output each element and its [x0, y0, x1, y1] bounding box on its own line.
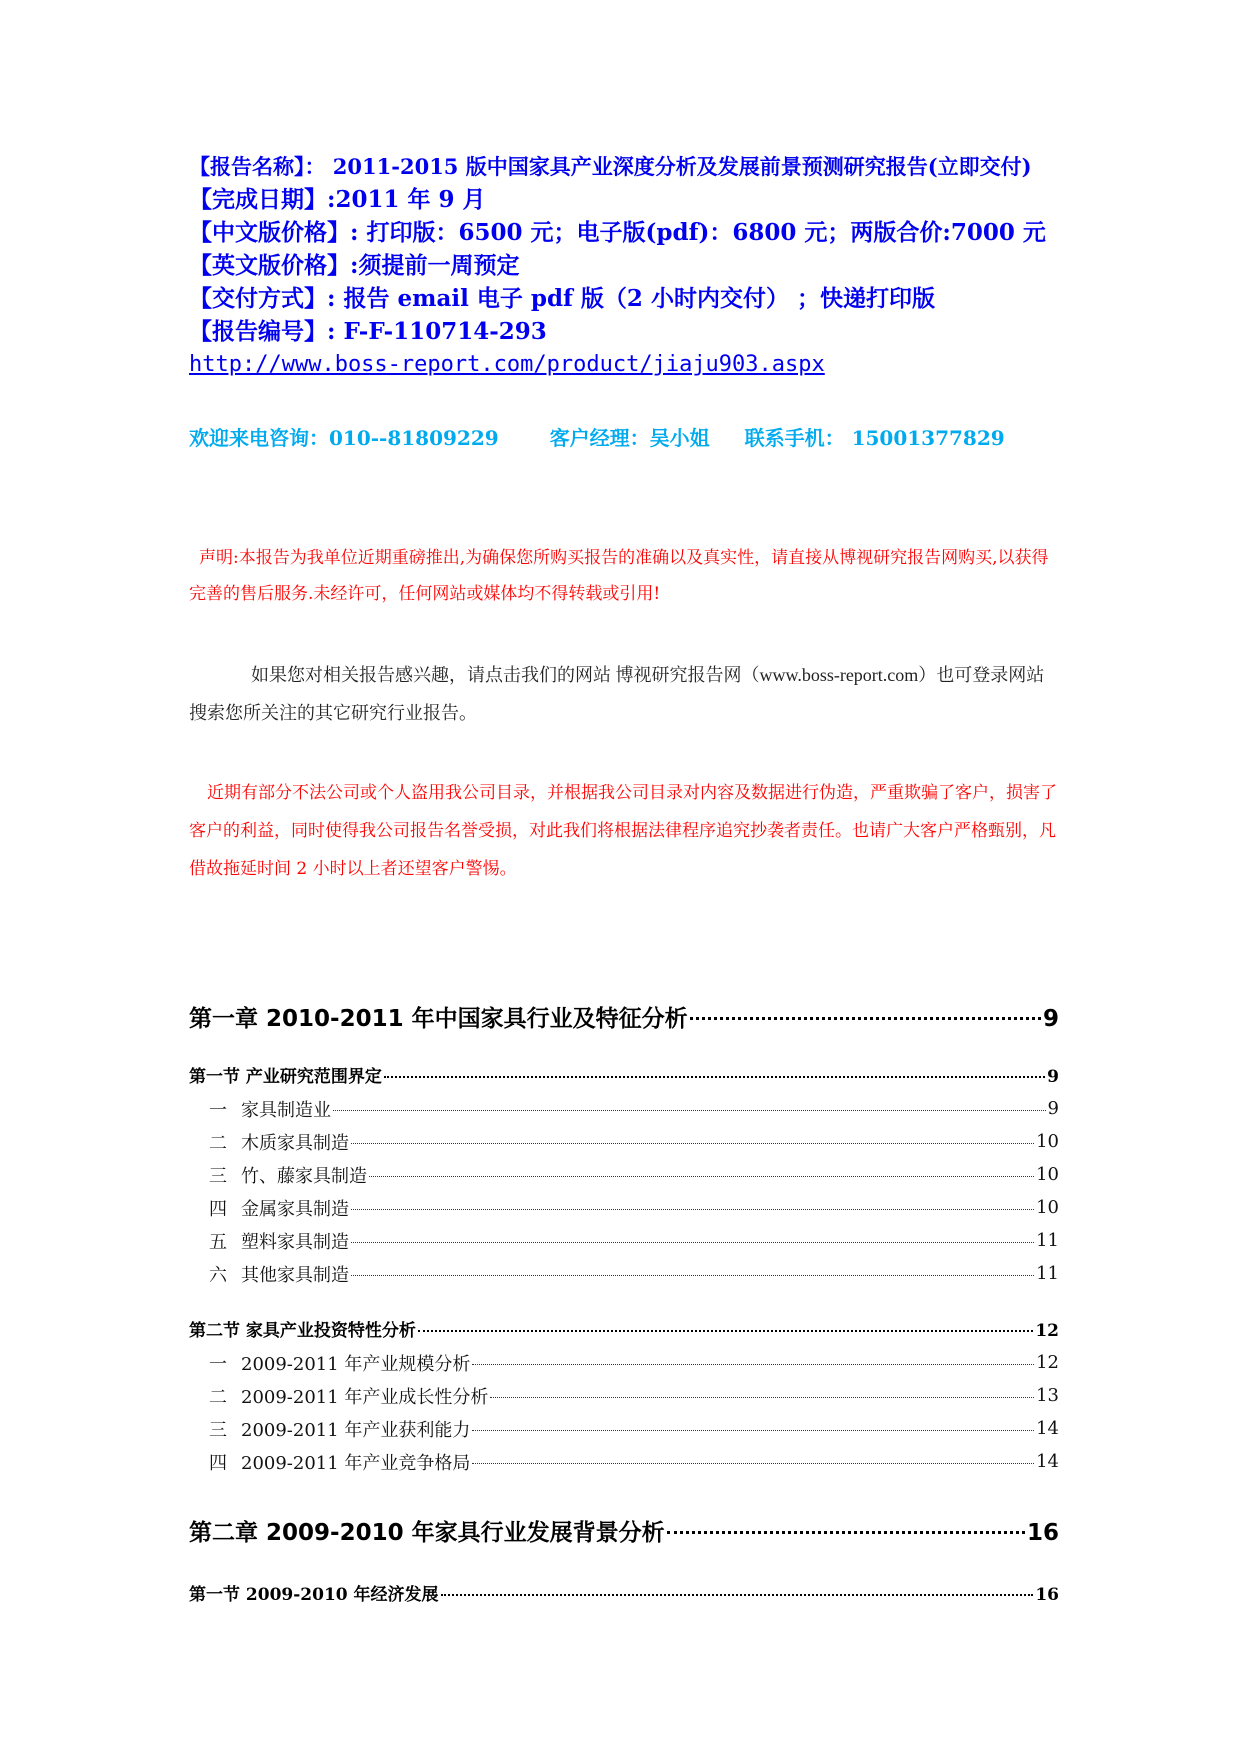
toc-item-number: 三 [209, 1419, 227, 1441]
toc-section-1-1-items [189, 1092, 1059, 1290]
toc-item-number: 六 [209, 1264, 227, 1286]
toc-leader-dots [667, 1531, 1025, 1534]
toc-section-1-1[interactable] [189, 1062, 1059, 1087]
toc-item[interactable] [189, 1412, 1059, 1445]
toc-chapter-1[interactable] [189, 1000, 1059, 1033]
toc-item-number: 二 [209, 1132, 227, 1154]
completion-date: 【完成日期】:2011 年 9 月 [189, 186, 486, 213]
toc-item-label: 其他家具制造 [241, 1264, 349, 1286]
toc-item-number: 二 [209, 1386, 227, 1408]
contact-manager: 客户经理：吴小姐 [549, 426, 710, 450]
toc-leader-dots [490, 1397, 1034, 1398]
toc-section-1-2-items [189, 1346, 1059, 1478]
toc-chapter-label: 第一章 2010-2011 年中国家具行业及特征分析 [189, 1006, 688, 1032]
toc-item-number: 四 [209, 1198, 227, 1220]
fraud-warning-paragraph: 近期有部分不法公司或个人盗用我公司目录，并根据我公司目录对内容及数据进行伪造，严重欺骗了客户，损害了客户的利益，同时使得我公司报告名誉受损，对此我们将根据法律程序追究抄袭者责任。也请广大客户严格甄别，凡借故拖延时间 2 小时以上者还望客户警惕。 [189, 783, 1057, 879]
toc-page-number: 11 [1036, 1263, 1059, 1284]
toc-page-number: 10 [1036, 1197, 1059, 1218]
toc-leader-dots [384, 1076, 1045, 1078]
website-notice-paragraph: 如果您对相关报告感兴趣，请点击我们的网站 博视研究报告网（www.boss-report.com）也可登录网站搜索您所关注的其它研究行业报告。 [189, 665, 1045, 723]
toc-page-number: 14 [1036, 1451, 1059, 1472]
toc-leader-dots [351, 1242, 1034, 1243]
contact-line [189, 422, 1069, 451]
toc-leader-dots [472, 1430, 1034, 1431]
toc-leader-dots [351, 1209, 1034, 1210]
toc-page-number: 14 [1036, 1418, 1059, 1439]
toc-item-label: 金属家具制造 [241, 1198, 349, 1220]
toc-leader-dots [333, 1110, 1046, 1111]
toc-section-2-1[interactable] [189, 1580, 1059, 1605]
toc-item-label: 竹、藤家具制造 [241, 1165, 367, 1187]
disclaimer-paragraph: 声明:本报告为我单位近期重磅推出,为确保您所购买报告的准确以及真实性，请直接从博视研究报告网购买,以获得完善的售后服务.未经许可，任何网站或媒体均不得转载或引用! [189, 548, 1049, 604]
toc-leader-dots [351, 1275, 1034, 1276]
report-name: 【报告名称】： 2011-2015 版中国家具产业深度分析及发展前景预测研究报告(立即交付) [189, 154, 1032, 179]
toc-item-number: 五 [209, 1231, 227, 1253]
toc-page-number: 12 [1036, 1352, 1059, 1373]
toc-item[interactable] [189, 1379, 1059, 1412]
toc-page-number: 9 [1047, 1067, 1059, 1087]
chinese-price: 【中文版价格】: 打印版：6500 元；电子版(pdf)：6800 元；两版合价:7000 元 [189, 219, 1046, 246]
toc-item-label: 2009-2011 年产业成长性分析 [241, 1386, 489, 1408]
toc-item[interactable] [189, 1158, 1059, 1191]
toc-page-number: 11 [1036, 1230, 1059, 1251]
toc-item-number: 四 [209, 1452, 227, 1474]
toc-leader-dots [472, 1463, 1034, 1464]
toc-page-number: 16 [1026, 1520, 1059, 1546]
toc-item-label: 塑料家具制造 [241, 1231, 349, 1253]
toc-page-number: 9 [1047, 1098, 1059, 1119]
toc-item[interactable] [189, 1346, 1059, 1379]
delivery-method: 【交付方式】: 报告 email 电子 pdf 版（2 小时内交付） ；快递打印版 [189, 285, 935, 312]
toc-chapter-label: 第二章 2009-2010 年家具行业发展背景分析 [189, 1520, 665, 1546]
report-id: 【报告编号】: F-F-110714-293 [189, 318, 547, 345]
toc-item-label: 家具制造业 [241, 1099, 331, 1121]
toc-item-label: 2009-2011 年产业规模分析 [241, 1353, 471, 1375]
toc-page-number: 10 [1036, 1131, 1059, 1152]
toc-item-label: 木质家具制造 [241, 1132, 349, 1154]
contact-phone: 欢迎来电咨询：010--81809229 [189, 426, 499, 450]
contact-mobile: 联系手机： 15001377829 [744, 426, 1005, 450]
toc-page-number: 10 [1036, 1164, 1059, 1185]
toc-item[interactable] [189, 1125, 1059, 1158]
toc-section-label: 第一节 2009-2010 年经济发展 [189, 1585, 439, 1605]
toc-leader-dots [472, 1364, 1034, 1365]
toc-leader-dots [418, 1330, 1033, 1332]
toc-item-number: 一 [209, 1353, 227, 1375]
toc-section-label: 第二节 家具产业投资特性分析 [189, 1321, 416, 1341]
toc-item[interactable] [189, 1191, 1059, 1224]
toc-page-number: 13 [1036, 1385, 1059, 1406]
toc-item-number: 三 [209, 1165, 227, 1187]
toc-item[interactable] [189, 1092, 1059, 1125]
toc-section-1-2[interactable] [189, 1316, 1059, 1341]
toc-page-number: 16 [1035, 1585, 1059, 1605]
toc-leader-dots [369, 1176, 1034, 1177]
toc-page-number: 12 [1035, 1321, 1059, 1341]
toc-chapter-2[interactable] [189, 1514, 1059, 1547]
toc-leader-dots [690, 1017, 1041, 1020]
toc-page-number: 9 [1042, 1006, 1059, 1032]
english-price: 【英文版价格】:须提前一周预定 [189, 252, 520, 279]
toc-section-label: 第一节 产业研究范围界定 [189, 1067, 382, 1087]
toc-item-number: 一 [209, 1099, 227, 1121]
toc-item-label: 2009-2011 年产业竞争格局 [241, 1452, 471, 1474]
toc-leader-dots [441, 1594, 1034, 1596]
toc-item[interactable] [189, 1224, 1059, 1257]
toc-item[interactable] [189, 1445, 1059, 1478]
toc-item[interactable] [189, 1257, 1059, 1290]
toc-leader-dots [351, 1143, 1034, 1144]
product-url-link[interactable]: http://www.boss-report.com/product/jiaju903.aspx [189, 352, 825, 377]
report-info-block [189, 150, 1069, 381]
toc-item-label: 2009-2011 年产业获利能力 [241, 1419, 471, 1441]
